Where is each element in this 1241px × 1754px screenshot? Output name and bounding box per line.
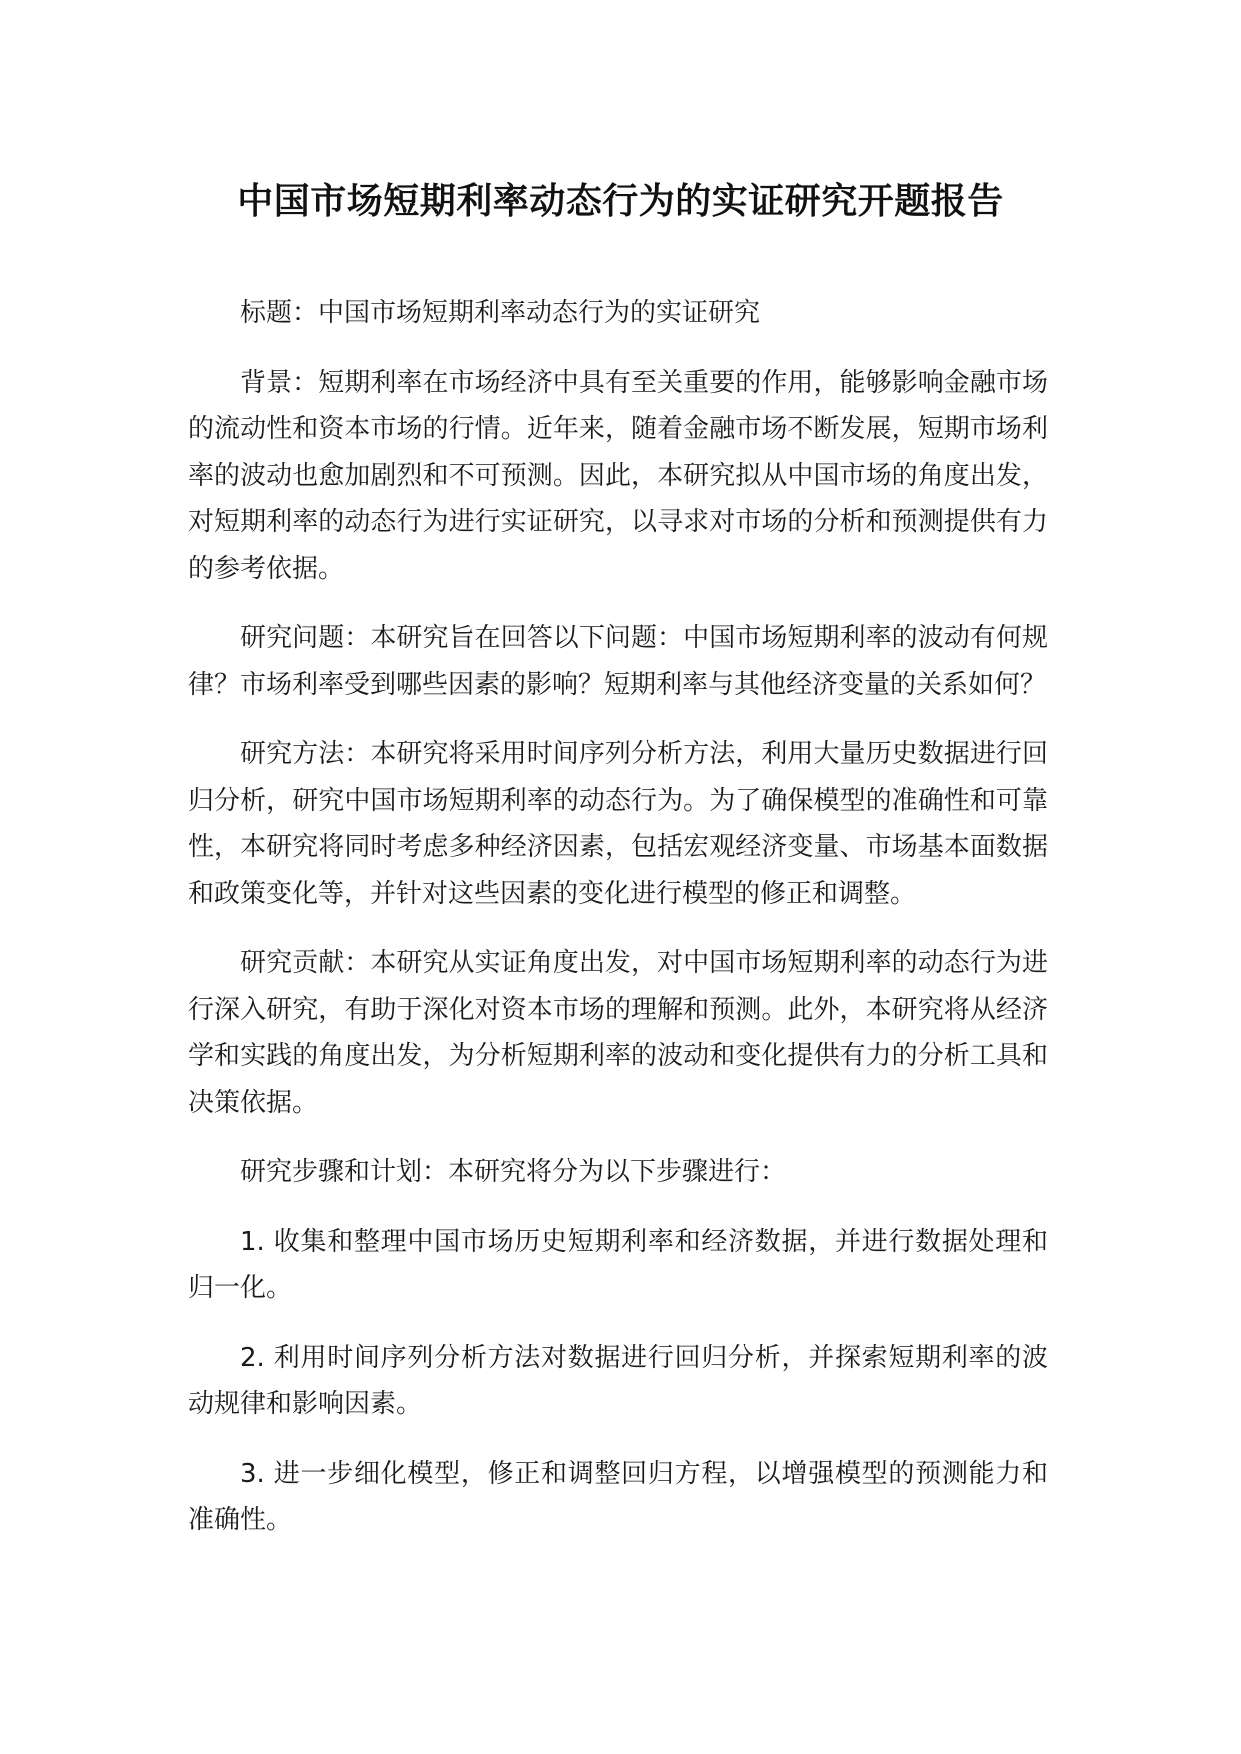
paragraph-research-contribution: 研究贡献：本研究从实证角度出发，对中国市场短期利率的动态行为进行深入研究，有助于深化对资本市场的理解和预测。此外，本研究将从经济学和实践的角度出发，为分析短期利率的波动和变化提供有力的分析工具和决策依据。: [188, 948, 1048, 1118]
paragraph-background: 背景：短期利率在市场经济中具有至关重要的作用，能够影响金融市场的流动性和资本市场的行情。近年来，随着金融市场不断发展，短期市场利率的波动也愈加剧烈和不可预测。因此，本研究拟从中国市场的角度出发，对短期利率的动态行为进行实证研究，以寻求对市场的分析和预测提供有力的参考依据。: [188, 367, 1048, 584]
paragraph-research-questions: 研究问题：本研究旨在回答以下问题：中国市场短期利率的波动有何规律？市场利率受到哪些因素的影响？短期利率与其他经济变量的关系如何？: [188, 623, 1048, 700]
document-title: 中国市场短期利率动态行为的实证研究开题报告: [237, 181, 1004, 222]
paragraph-steps-plan: 研究步骤和计划：本研究将分为以下步骤进行：: [240, 1157, 787, 1187]
paragraph-step-3: 3. 进一步细化模型，修正和调整回归方程，以增强模型的预测能力和准确性。: [188, 1458, 1048, 1535]
document-body: [188, 290, 1048, 1567]
paragraph-research-methods: 研究方法：本研究将采用时间序列分析方法，利用大量历史数据进行回归分析，研究中国市场短期利率的动态行为。为了确保模型的准确性和可靠性，本研究将同时考虑多种经济因素，包括宏观经济变量、市场基本面数据和政策变化等，并针对这些因素的变化进行模型的修正和调整。: [188, 739, 1048, 909]
paragraph-step-1: 1. 收集和整理中国市场历史短期利率和经济数据，并进行数据处理和归一化。: [188, 1226, 1048, 1303]
paragraph-title: 标题：中国市场短期利率动态行为的实证研究: [240, 298, 761, 328]
paragraph-step-2: 2. 利用时间序列分析方法对数据进行回归分析，并探索短期利率的波动规律和影响因素。: [188, 1342, 1048, 1419]
